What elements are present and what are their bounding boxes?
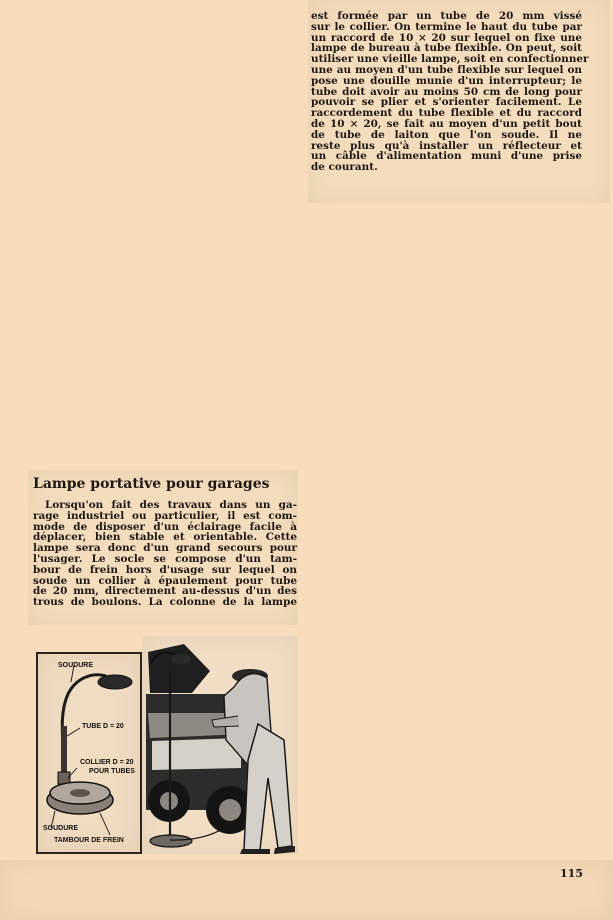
label-pour-tubes: POUR TUBES (89, 768, 135, 775)
text-line: un câble d'alimentation muni d'une prise (311, 150, 582, 163)
text-line: un raccord de 10 × 20 sur lequel on fixe une (311, 31, 582, 44)
text-line: raccordement du tube flexible et du raccord (311, 107, 582, 120)
text-line: Lorsqu'on fait des travaux dans un ga- (45, 499, 297, 511)
label-tambour: TAMBOUR DE FREIN (54, 837, 124, 844)
continued-paragraph (311, 10, 589, 174)
text-line: utiliser une vieille lampe, soit en confectionner (311, 53, 589, 66)
text-line: de 20 mm, directement au-dessus d'un des (33, 585, 297, 598)
text-line: une au moyen d'un tube flexible sur lequel on (311, 63, 582, 76)
footer-strip (0, 860, 613, 920)
text-line: rage industriel ou particulier, il est com- (33, 509, 297, 522)
text-line: déplacer, bien stable et orientable. Cette (33, 531, 297, 544)
text-line: reste plus qu'à installer un réflecteur et (311, 139, 582, 152)
article-paragraph (33, 500, 297, 608)
label-soudure-bottom: SOUDURE (43, 825, 79, 832)
text-line: de 10 × 20, se fait au moyen d'un petit bout (311, 117, 582, 130)
lamp-diagram (36, 652, 142, 854)
label-collier: COLLIER D = 20 (80, 759, 134, 766)
lamp-diagram-drawing (38, 654, 140, 852)
text-line: soude un collier à épaulement pour tube (33, 574, 297, 587)
text-line: pose une douille munie d'un interrupteur; le (311, 74, 582, 87)
label-tube: TUBE D = 20 (82, 723, 124, 730)
mechanic-illustration (142, 636, 298, 854)
mechanic-drawing (142, 636, 298, 854)
text-line: lampe sera donc d'un grand secours pour (33, 542, 297, 555)
text-line: bour de frein hors d'usage sur lequel on (33, 563, 297, 576)
text-line: est formée par un tube de 20 mm vissé (311, 10, 582, 22)
text-line: de tube de laiton que l'on soude. Il ne (311, 128, 582, 141)
text-line: sur le collier. On termine le haut du tube par (311, 20, 582, 33)
text-line: lampe de bureau à tube flexible. On peut, soit (311, 42, 582, 55)
article-title: Lampe portative pour garages (33, 476, 270, 492)
text-line: pouvoir se plier et s'orienter facilement. Le (311, 96, 582, 109)
text-line: tube doit avoir au moins 50 cm de long pour (311, 85, 582, 98)
label-soudure-top: SOUDURE (58, 662, 94, 669)
text-line: mode de disposer d'un éclairage facile à (33, 520, 297, 533)
text-line: l'usager. Le socle se compose d'un tam- (33, 552, 297, 565)
text-line: trous de boulons. La colonne de la lampe (33, 596, 297, 609)
text-line: de courant. (311, 161, 378, 174)
page-number: 115 (560, 867, 583, 880)
